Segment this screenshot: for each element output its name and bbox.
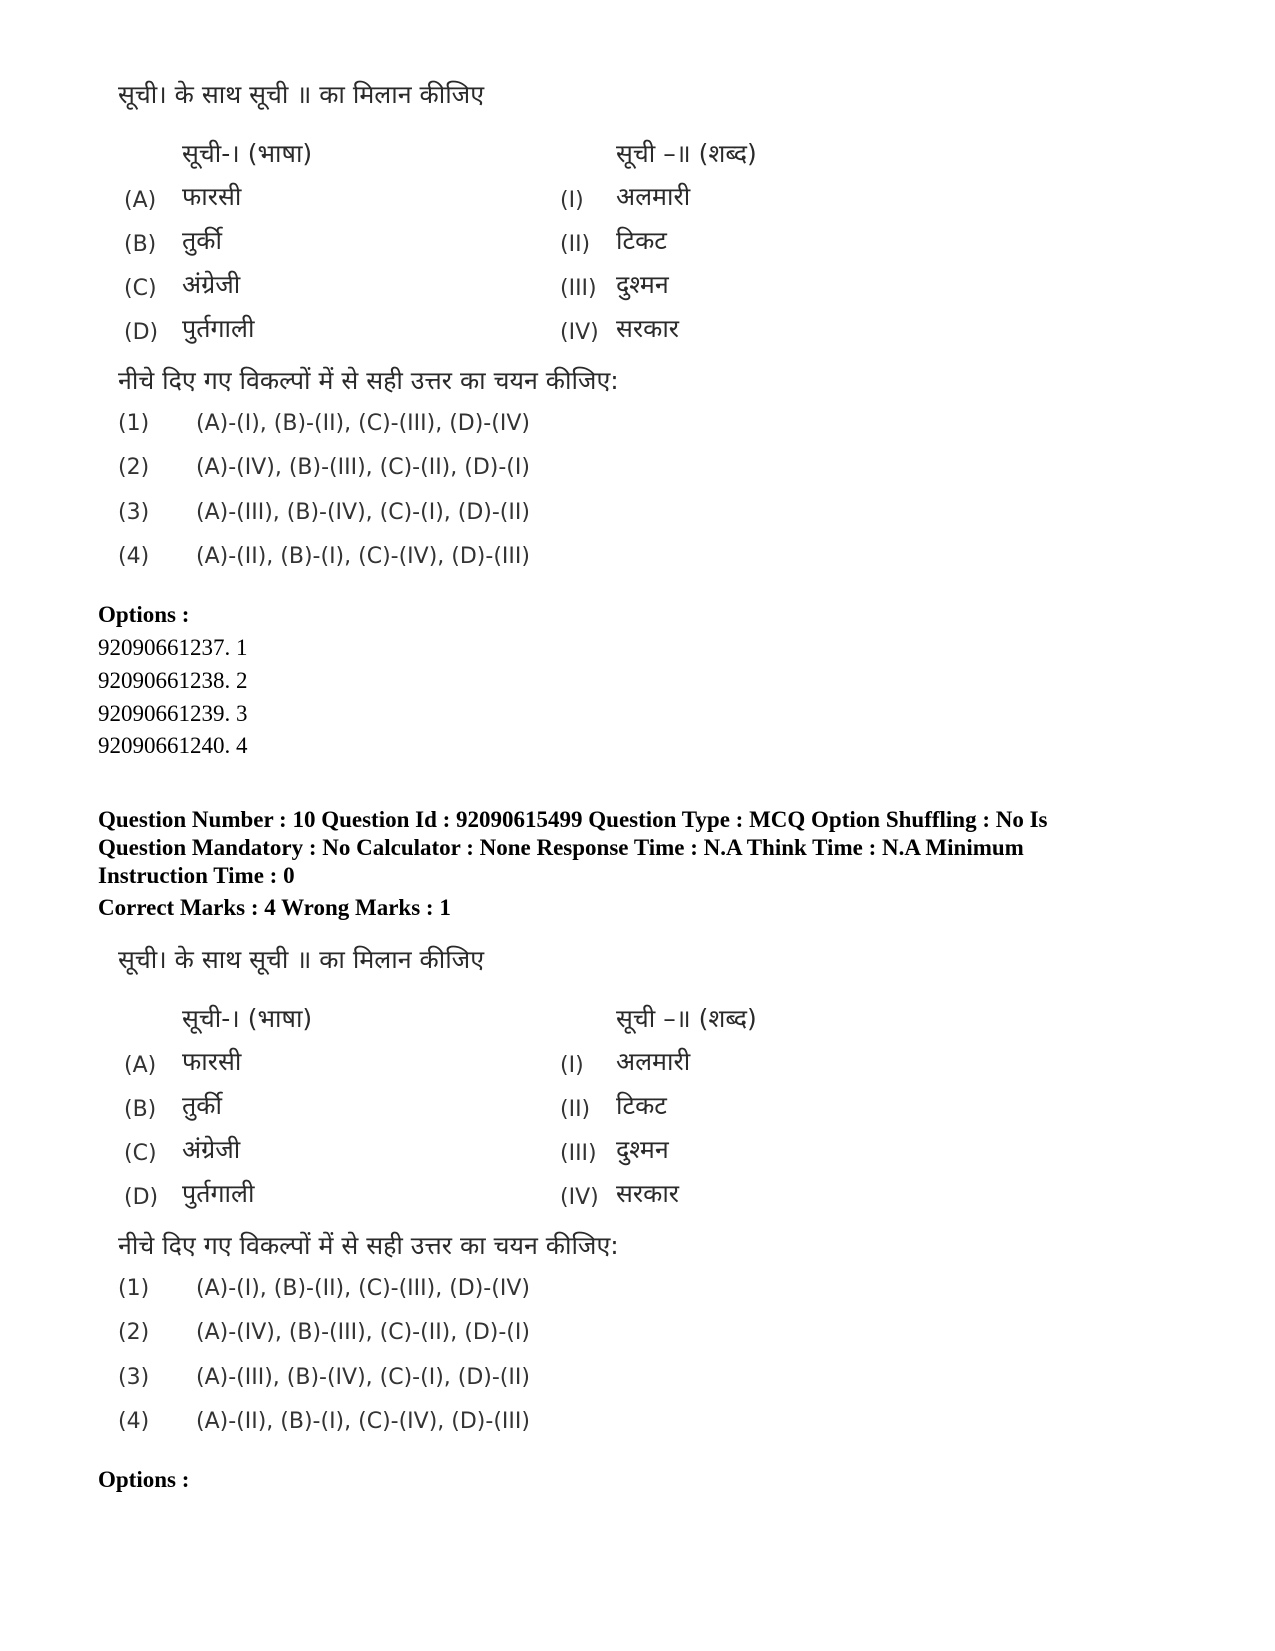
match-row: (A) फारसी (I) अलमारी xyxy=(124,182,691,213)
choose-instruction: नीचे दिए गए विकल्पों में से सही उत्तर का चयन कीजिए: xyxy=(118,366,619,395)
question-meta xyxy=(98,806,1198,890)
options-label-2: Options : xyxy=(98,1467,190,1492)
options-label: Options : xyxy=(98,602,190,627)
list2-heading: सूची –॥ (शब्द) xyxy=(616,139,757,168)
meta-line: Question Number : 10 Question Id : 92090615499 Question Type : MCQ Option Shuffling : No Is xyxy=(98,807,1048,832)
choose-instruction: नीचे दिए गए विकल्पों में से सही उत्तर का चयन कीजिए: xyxy=(118,1231,619,1260)
option-line: 92090661237. 1 xyxy=(98,635,248,660)
match-instruction: सूची। के साथ सूची ॥ का मिलान कीजिए xyxy=(118,80,485,109)
match-row: (A) फारसी (I) अलमारी xyxy=(124,1047,691,1078)
option-line: 92090661240. 4 xyxy=(98,733,248,758)
meta-line: Instruction Time : 0 xyxy=(98,863,295,888)
list1-heading: सूची-। (भाषा) xyxy=(182,1004,313,1033)
option-line: 92090661239. 3 xyxy=(98,701,248,726)
list1-heading: सूची-। (भाषा) xyxy=(182,139,313,168)
match-row: (B) तुर्की (II) टिकट xyxy=(124,1091,667,1122)
match-instruction: सूची। के साथ सूची ॥ का मिलान कीजिए xyxy=(118,945,485,974)
match-row: (B) तुर्की (II) टिकट xyxy=(124,226,667,257)
match-row: (C) अंग्रेजी (III) दुश्मन xyxy=(124,270,669,301)
match-row: (C) अंग्रेजी (III) दुश्मन xyxy=(124,1135,669,1166)
match-row: (D) पुर्तगाली (IV) सरकार xyxy=(124,314,680,345)
match-row: (D) पुर्तगाली (IV) सरकार xyxy=(124,1179,680,1210)
meta-line: Question Mandatory : No Calculator : None Response Time : N.A Think Time : N.A Minimum xyxy=(98,835,1024,860)
option-line: 92090661238. 2 xyxy=(98,668,248,693)
marks-line: Correct Marks : 4 Wrong Marks : 1 xyxy=(98,895,451,920)
list2-heading: सूची –॥ (शब्द) xyxy=(616,1004,757,1033)
